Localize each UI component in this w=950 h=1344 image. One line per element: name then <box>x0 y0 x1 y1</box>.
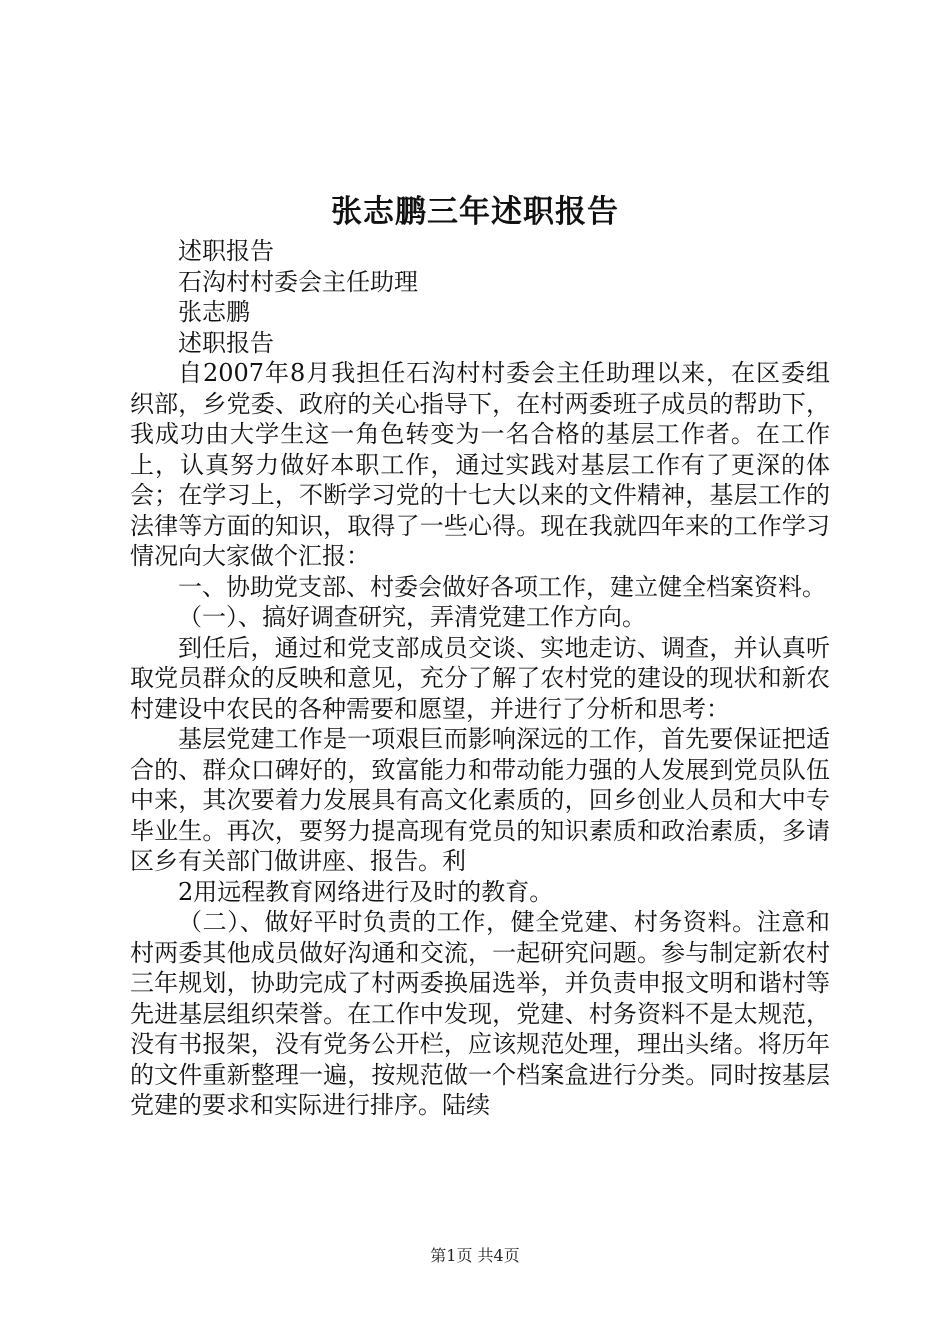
paragraph: （一）、搞好调查研究，弄清党建工作方向。 <box>178 603 646 631</box>
paragraph: 到任后，通过和党支部成员交谈、实地走访、调查，并认真听取党员群众的反映和意见，充分了解了农村党的建设的现状和新农村建设中农民的各种需要和愿望，并进行了分析和思考： <box>130 633 830 723</box>
paragraph: 述职报告 <box>178 328 274 357</box>
paragraph: 自2007年8月我担任石沟村村委会主任助理以来，在区委组织部，乡党委、政府的关心指导下，在村两委班子成员的帮助下，我成功由大学生这一角色转变为一名合格的基层工作者。在工作上，认真努力做好本职工作，通过实践对基层工作有了更深的体会；在学习上，不断学习党的十七大以来的文件精神，基层工作的法律等方面的知识，取得了一些心得。现在我就四年来的工作学习情况向大家做个汇报： <box>130 359 830 570</box>
paragraph: 张志鹏 <box>178 298 250 326</box>
paragraph: 一、协助党支部、村委会做好各项工作，建立健全档案资料。 <box>178 572 826 601</box>
document-body <box>130 236 830 1121</box>
document-title: 张志鹏三年述职报告 <box>331 194 619 230</box>
paragraph: 基层党建工作是一项艰巨而影响深远的工作，首先要保证把适合的、群众口碑好的，致富能力和带动能力强的人发展到党员队伍中来，其次要着力发展具有高文化素质的，回乡创业人员和大中专毕业生。再次，要努力提高现有党员的知识素质和政治素质，多请区乡有关部门做讲座、报告。利 <box>130 725 830 875</box>
paragraph: 述职报告 <box>178 237 274 265</box>
paragraph: （二）、做好平时负责的工作，健全党建、村务资料。注意和村两委其他成员做好沟通和交流，一起研究问题。参与制定新农村三年规划，协助完成了村两委换届选举，并负责申报文明和谐村等先进基层组织荣誉。在工作中发现，党建、村务资料不是太规范，没有书报架，没有党务公开栏，应该规范处理，理出头绪。将历年的文件重新整理一遍，按规范做一个档案盒进行分类。同时按基层党建的要求和实际进行排序。陆续 <box>130 908 830 1119</box>
page-footer: 第1页 共4页 <box>430 1246 520 1265</box>
paragraph: 石沟村村委会主任助理 <box>178 267 418 296</box>
paragraph: 2用远程教育网络进行及时的教育。 <box>178 877 554 906</box>
